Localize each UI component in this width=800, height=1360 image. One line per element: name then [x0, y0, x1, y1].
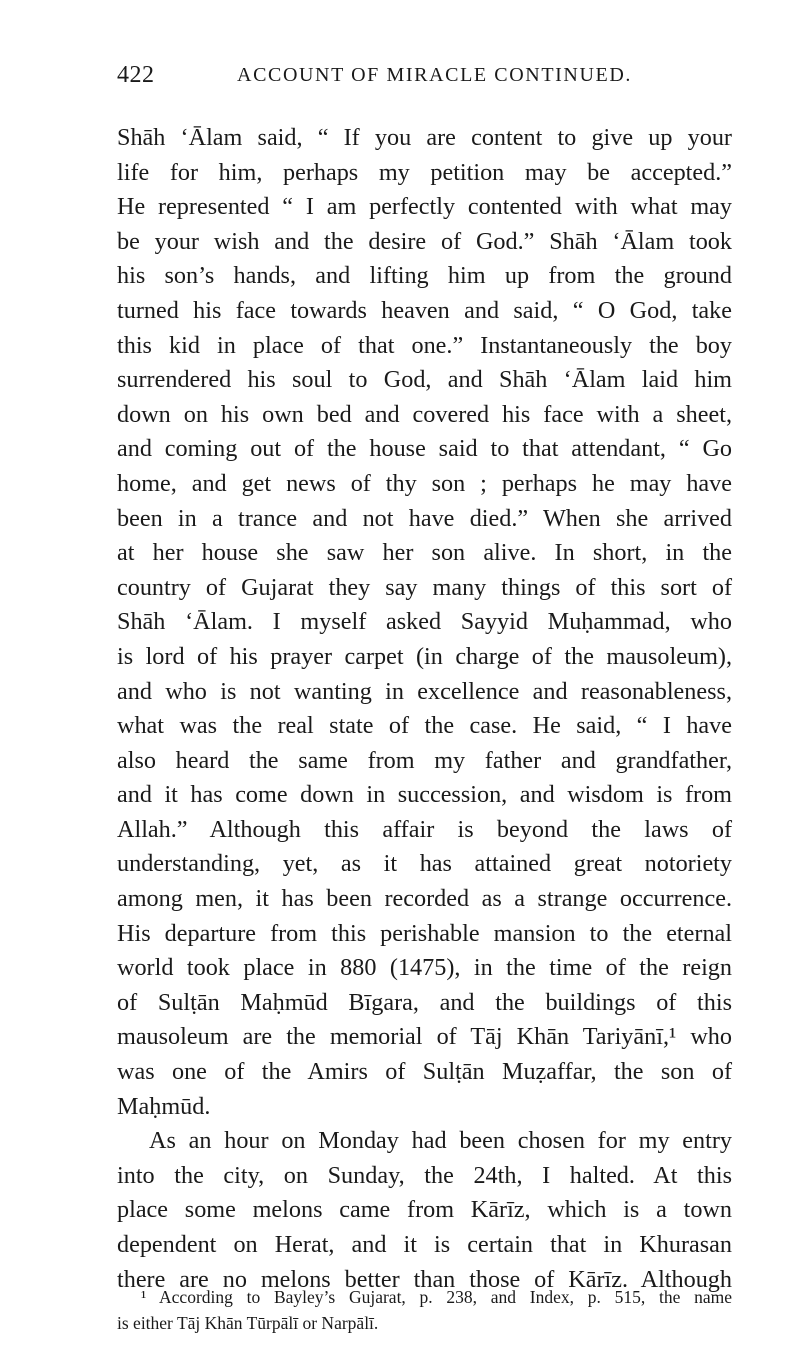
text-line: place some melons came from Kārīz, which is a town [117, 1196, 732, 1224]
page-header [117, 62, 732, 92]
text-line: what was the real state of the case. He said, “ I have [117, 712, 732, 740]
text-line: and coming out of the house said to that attendant, “ Go [117, 435, 732, 463]
text-line: into the city, on Sunday, the 24th, I halted. At this [117, 1161, 732, 1189]
text-line: and it has come down in succession, and wisdom is from [117, 781, 732, 809]
text-line: among men, it has been recorded as a strange occurrence. [117, 885, 732, 913]
text-line: also heard the same from my father and grandfather, [117, 746, 732, 774]
text-line: Shāh ‘Ālam. I myself asked Sayyid Muḥammad, who [117, 608, 732, 636]
text-line: his son’s hands, and lifting him up from the ground [117, 262, 732, 290]
paragraph-start-line: As an hour on Monday had been chosen for my entry [149, 1127, 732, 1155]
text-line: this kid in place of that one.” Instantaneously the boy [117, 331, 732, 359]
text-line: mausoleum are the memorial of Tāj Khān Tariyānī,¹ who [117, 1023, 732, 1051]
text-line: country of Gujarat they say many things of this sort of [117, 573, 732, 601]
text-line: and who is not wanting in excellence and reasonableness, [117, 677, 732, 705]
text-line: of Sulṭān Maḥmūd Bīgara, and the buildings of this [117, 988, 732, 1016]
text-line: surrendered his soul to God, and Shāh ‘Ālam laid him [117, 366, 732, 394]
text-line: life for him, perhaps my petition may be accepted.” [117, 158, 732, 186]
text-line: world took place in 880 (1475), in the time of the reign [117, 954, 732, 982]
footnote-line: is either Tāj Khān Tūrpālī or Narpālī. [117, 1313, 379, 1333]
text-line: His departure from this perishable mansion to the eternal [117, 919, 732, 947]
text-line: at her house she saw her son alive. In short, in the [117, 539, 732, 567]
text-line: is lord of his prayer carpet (in charge of the mausoleum), [117, 642, 732, 670]
text-line: been in a trance and not have died.” When she arrived [117, 504, 732, 532]
text-line: Shāh ‘Ālam said, “ If you are content to give up your [117, 124, 732, 151]
text-line: dependent on Herat, and it is certain that in Khurasan [117, 1231, 732, 1258]
footnotes [117, 1284, 732, 1336]
text-line: Allah.” Although this affair is beyond the laws of [117, 815, 732, 843]
text-line: turned his face towards heaven and said, “ O God, take [117, 296, 732, 324]
text-line: down on his own bed and covered his face with a sheet, [117, 400, 732, 428]
text-line: was one of the Amirs of Sulṭān Muẓaffar, the son of [117, 1058, 732, 1086]
text-line: there are no melons better than those of Kārīz. Although [117, 1265, 732, 1293]
text-line: He represented “ I am perfectly contented with what may [117, 193, 732, 221]
body-text [117, 121, 732, 1297]
text-line: be your wish and the desire of God.” Shāh ‘Ālam took [117, 227, 732, 255]
text-line: understanding, yet, as it has attained great notoriety [117, 850, 732, 878]
paragraph-end-line: Maḥmūd. [117, 1092, 211, 1120]
text-line: home, and get news of thy son ; perhaps he may have [117, 469, 732, 497]
page-number: 422 [117, 62, 155, 88]
running-head: ACCOUNT OF MIRACLE CONTINUED. [237, 64, 632, 86]
footnote-line: ¹ According to Bayley’s Gujarat, p. 238, and Index, p. 515, the name [141, 1287, 732, 1307]
